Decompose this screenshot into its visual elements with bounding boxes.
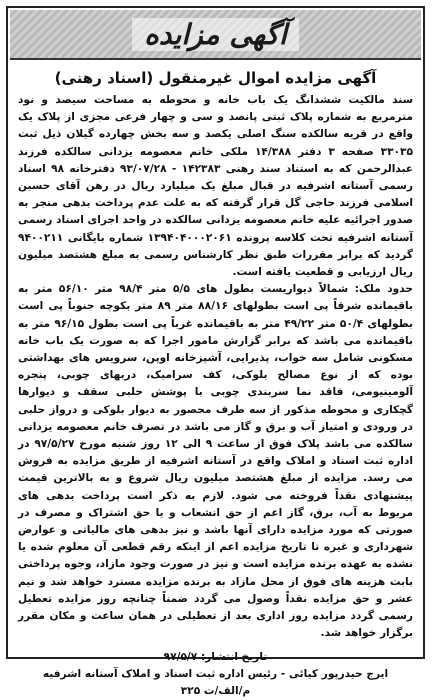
notice-paragraph-2: حدود ملک: شمالاً دیواریست بطول های ۵/۵ متر ۹۸/۴ متر ۵۶/۱۰ متر به باقیمانده شرقاً پی است بطولهای ۸۸/۱۶ متر ۸۹ متر بکوچه جنوباً پی است بطولهای ۵۰/۴ متر ۴۹/۲۲ متر به باقیمانده غرباً پی است بطول ۹۶/۱۵ متر به باقیمانده می باشد که برابر گزارش مامور اجرا که به صورت یک باب خانه مسکونی شامل سه خواب، پذیرایی، آشپزخانه اوپن، سرویس های بهداشتی بوده که از نوع مصالح بلوکی، کف سرامیک، دربهای چوبی، پنجره آلومینیومی، فاقد نما سربندی چوبی با پوشش حلبی سقف و دیوارها گچکاری و محوطه مذکور از سه طرف محصور به دیوار بلوکی و درواز حلبی در ورودی و امتیاز آب و برق و گاز می باشد در تصرف خانم معصومه یزدانی سالکده می باشد پلاک فوق از ساعت ۹ الی ۱۲ روز شنبه مورخ ۹۷/۵/۲۷ در اداره ثبت اسناد و املاک واقع در آستانه اشرفیه از طریق مزایده به فروش می رسد. مزایده از مبلغ هشتصد میلیون ریال شروع و به بالاترین قیمت پیشنهادی نقداً فروخته می شود. لازم به ذکر است پرداخت بدهی های مربوط به آب، برق، گاز اعم از حق انشعاب و یا حق اشتراک و مصرف در صورتی که مورد مزایده دارای آنها باشد و نیز بدهی های مالیاتی و عوارض شهرداری و غیره تا تاریخ مزایده اعم از اینکه رقم قطعی آن معلوم شده یا نشده به عهده برنده مزایده است و نیز در صورت وجود مازاد، وجوه پرداختی بابت هزینه های فوق از محل مازاد به برنده مزایده مسترد خواهد شد و نیم عشر و حق مزایده نقداً وصول می گردد ضمناً چنانچه روز مزایده تعطیل رسمی گردد مزایده روز اداری بعد از تعطیلی در همان ساعت و مکان مقرر برگزار خواهد شد. [18,283,413,640]
banner [10,10,421,60]
notice-paragraph-1: سند مالکیت ششدانگ یک باب خانه و محوطه به مساحت سیصد و نود مترمربع به شماره پلاک ثبتی پانصد و سی و چهار فرعی مجزی از پلاک یک واقع در قریه سالکده سنگ اصلی یکصد و سه بخش چهارده گیلان ذیل ثبت ۳۳۰۳۵ صفحه ۳ دفتر ۱۴/۳۸۸ ملکی خانم معصومه یزدانی سالکده فرزند عبدالرحمن که به استناد سند رهنی ۱۴۲۳۸۳ - ۹۳/۰۷/۲۸ دفترخانه ۹۸ اسناد رسمی آستانه اشرفیه در قبال مبلغ یک میلیارد ریال در رهن آقای حسین اسلامی فرزند حاجی گل قرار گرفته که به علت عدم پرداخت بدهی منجر به صدور اجرائیه علیه خانم معصومه یزدانی سالکده در واحد اجرای اسناد رسمی آستانه اشرفیه تحت کلاسه پرونده ۱۳۹۴۰۴۰۰۰۲۰۶۱ شماره بایگانی ۹۴۰۰۲۱۱ گردید که برابر مقررات طبق نظر کارشناس رسمی به مبلغ هشتصد میلیون ریال ارزیابی و قطعیت یافته است. [18,94,413,279]
publish-date: تاریخ انتشار: ۹۷/۵/۷ [163,650,268,663]
signatory: ایرج حیدرپور کیائی - رئیس اداره ثبت اسناد و املاک آستانه اشرفیه [42,667,389,680]
notice-body [18,66,413,697]
notice-heading: آگهی مزایده اموال غیرمنقول (اسناد رهنی) [54,69,377,87]
signature-block [18,649,413,700]
notice-frame [6,6,425,697]
banner-title: آگهی مزایده [132,18,299,51]
reference-code: م/الف/ت ۳۲۵ [180,684,251,697]
